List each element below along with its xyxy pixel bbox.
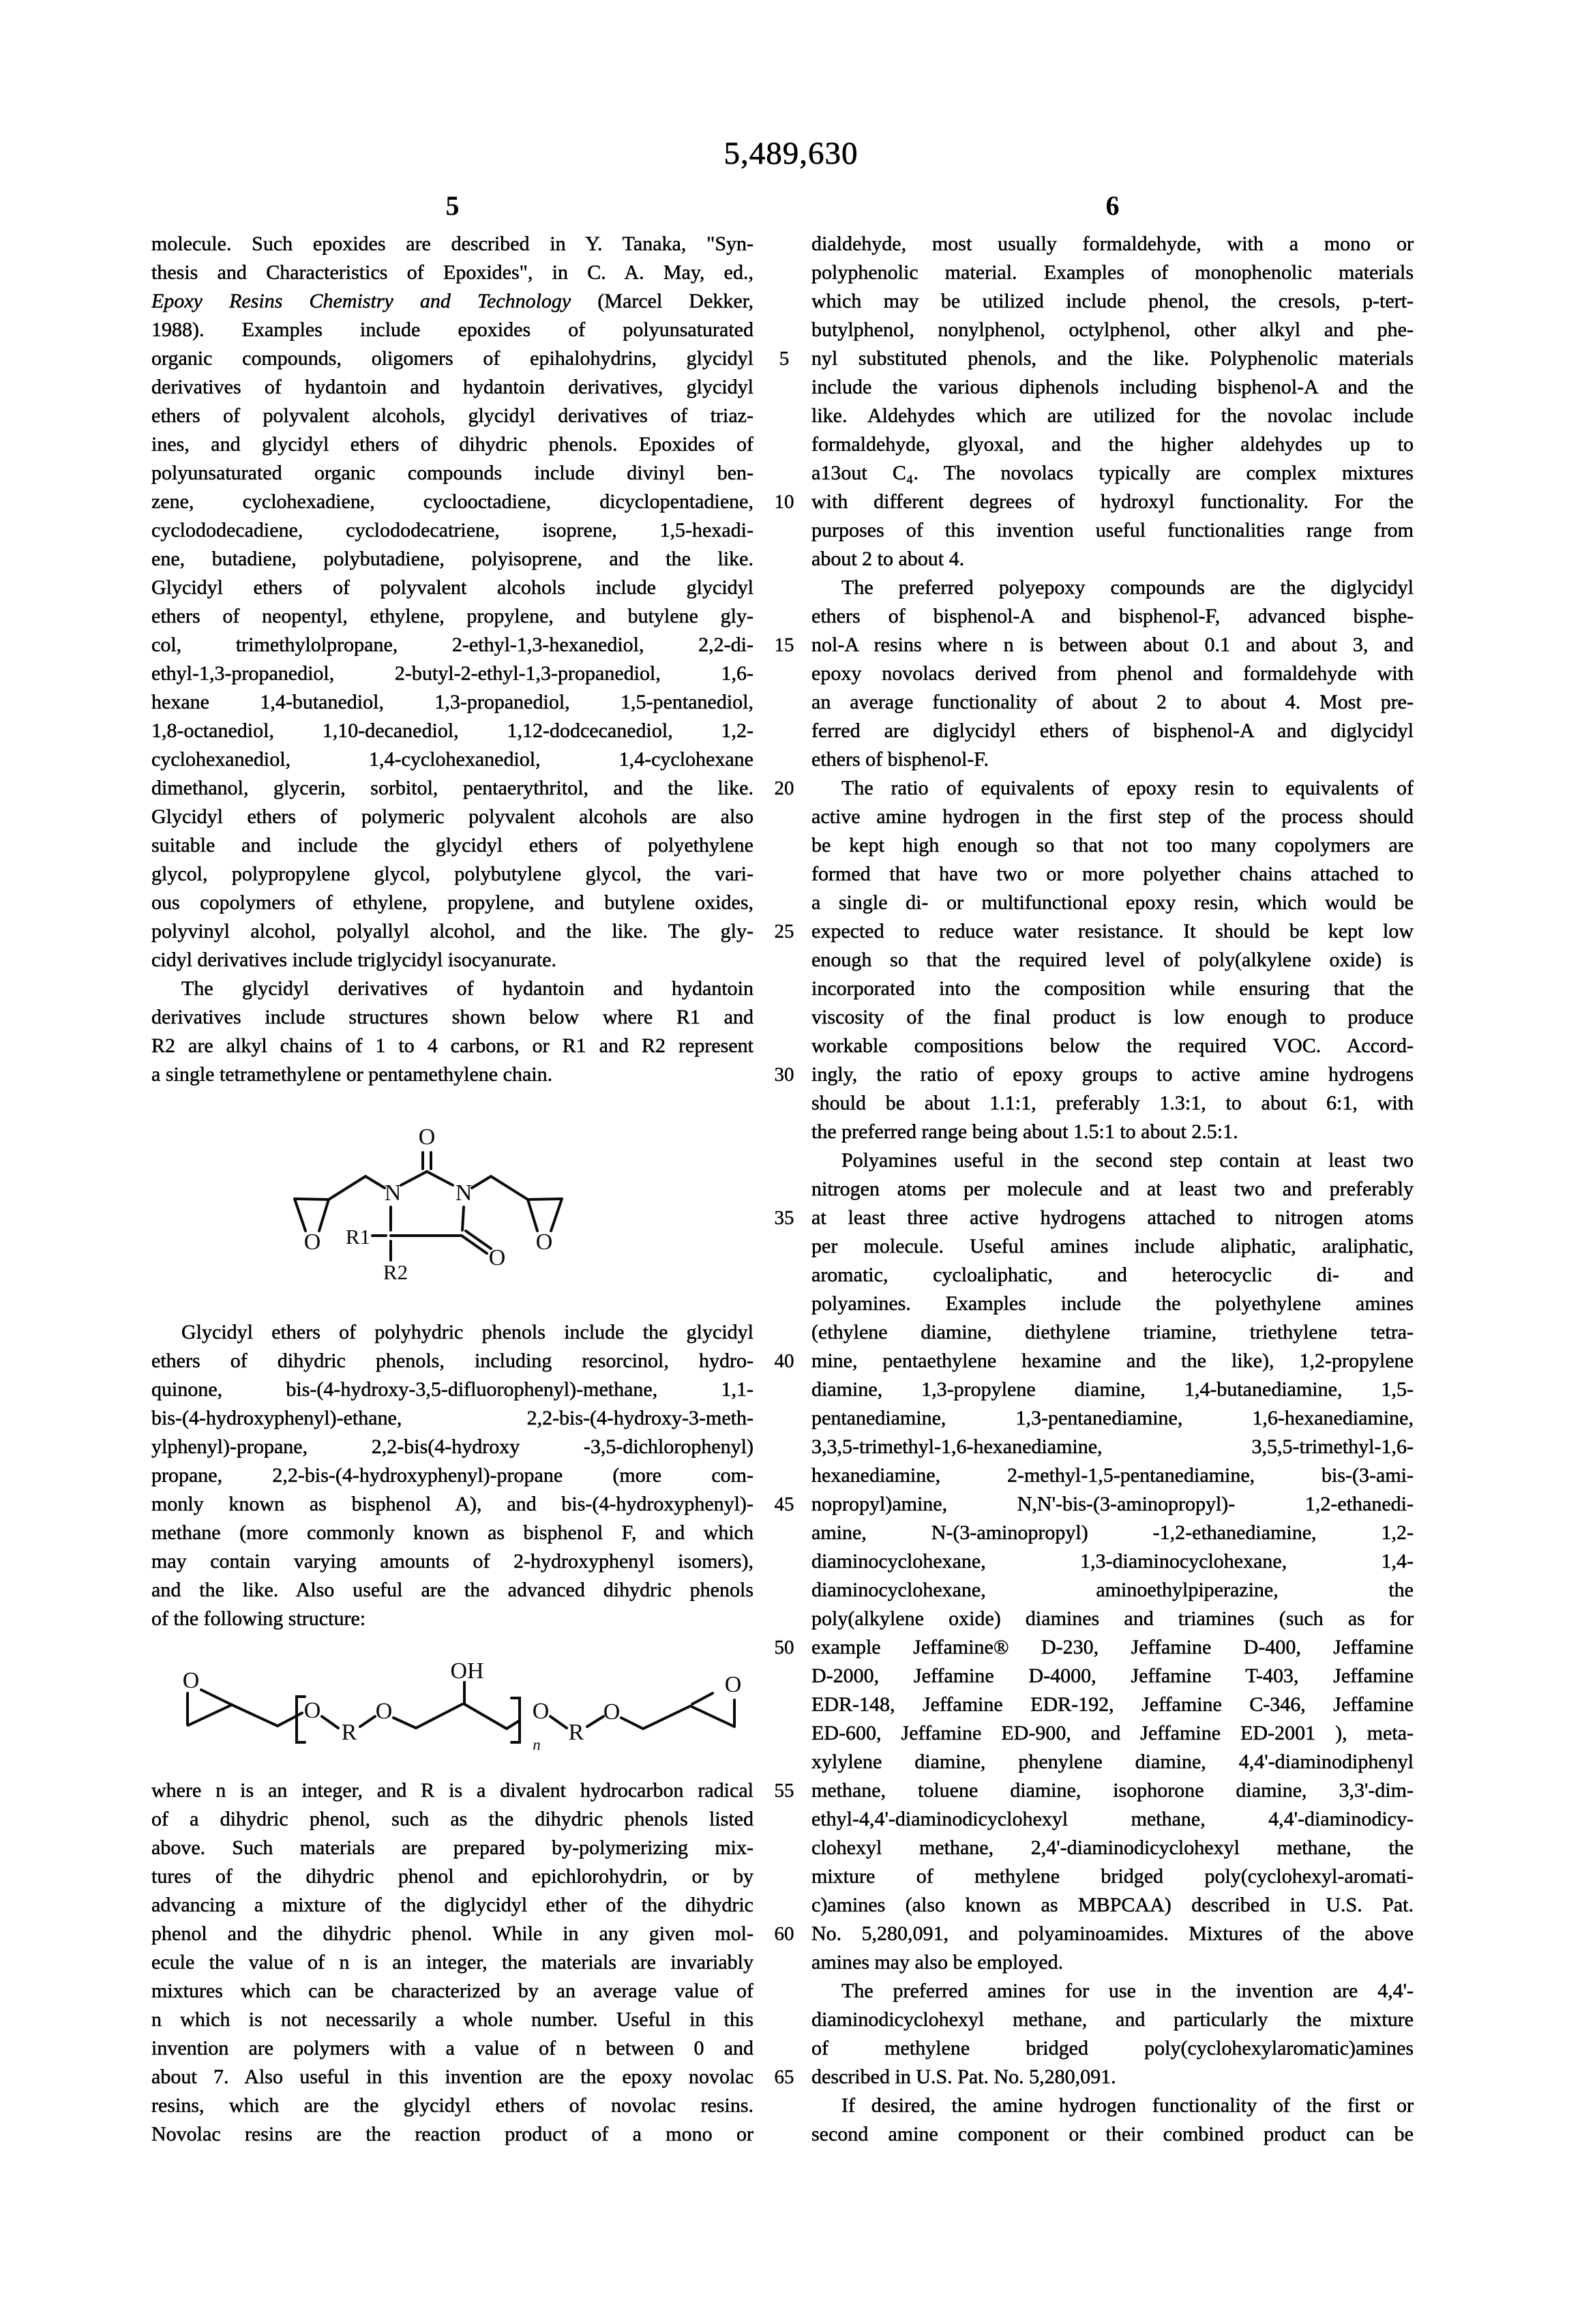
text-line: pentanediamine, 1,3-pentanediamine, 1,6-hexanediamine, xyxy=(811,1407,1414,1429)
line-number: 5 xyxy=(779,348,790,370)
line-number: 65 xyxy=(774,2066,794,2088)
text-line: purposes of this invention useful functionalities range from xyxy=(811,519,1414,541)
atom-label-carbonyl-top-o: O xyxy=(418,1124,436,1150)
text-line: tures of the dihydric phenol and epichlorohydrin, or by xyxy=(151,1865,753,1888)
text-line: of methylene bridged poly(cyclohexylaromatic)amines xyxy=(811,2037,1414,2059)
text-line: EDR-148, Jeffamine EDR-192, Jeffamine C-346, Jeffamine xyxy=(811,1693,1414,1716)
text-line: nyl substituted phenols, and the like. Polyphenolic materials xyxy=(811,347,1414,370)
text-line: dialdehyde, most usually formaldehyde, with a mono or xyxy=(811,233,1414,255)
text-line: mixture of methylene bridged poly(cyclohexyl-aromati- xyxy=(811,1865,1414,1888)
text-line: diamine, 1,3-propylene diamine, 1,4-butanediamine, 1,5- xyxy=(811,1378,1414,1401)
text-line: a single tetramethylene or pentamethylene chain. xyxy=(151,1063,553,1086)
text-line: amine, N-(3-aminopropyl) -1,2-ethanediamine, 1,2- xyxy=(811,1521,1414,1544)
line-number: 50 xyxy=(774,1637,794,1658)
group-label-r-left: R xyxy=(341,1720,357,1745)
text-line: described in U.S. Pat. No. 5,280,091. xyxy=(811,2066,1116,2088)
text-line: an average functionality of about 2 to about 4. Most pre- xyxy=(811,691,1414,713)
text-line: The preferred amines for use in the invention are 4,4'- xyxy=(841,1980,1414,2002)
line-number: 30 xyxy=(774,1064,794,1086)
text-line: of the following structure: xyxy=(151,1607,366,1630)
text-line: may contain varying amounts of 2-hydroxyphenyl isomers), xyxy=(151,1550,753,1573)
text-line: n which is not necessarily a whole number. Useful in this xyxy=(151,2008,753,2031)
text-line: R2 are alkyl chains of 1 to 4 carbons, or R1 and R2 represent xyxy=(151,1034,753,1057)
text-line: propane, 2,2-bis-(4-hydroxyphenyl)-propane (more com- xyxy=(151,1464,753,1487)
right-column-text-block xyxy=(811,230,1414,2149)
text-line: about 7. Also useful in this invention are the epoxy novolac xyxy=(151,2066,753,2088)
text-line: 1988). Examples include epoxides of polyunsaturated xyxy=(151,318,753,341)
text-line: epoxy novolacs derived from phenol and formaldehyde with xyxy=(811,662,1414,685)
text-line: mine, pentaethylene hexamine and the like), 1,2-propylene xyxy=(811,1350,1414,1372)
advanced-dihydric-phenol-structure-diagram xyxy=(167,1660,753,1753)
text-line: example Jeffamine® D-230, Jeffamine D-400, Jeffamine xyxy=(811,1636,1414,1658)
text-line: 1,8-octanediol, 1,10-decanediol, 1,12-dodcecanediol, 1,2- xyxy=(151,719,753,742)
text-line: workable compositions below the required VOC. Accord- xyxy=(811,1034,1414,1057)
text-line: zene, cyclohexadiene, cyclooctadiene, dicyclopentadiene, xyxy=(151,490,753,513)
text-line: poly(alkylene oxide) diamines and triamines (such as for xyxy=(811,1607,1414,1630)
text-line: ous copolymers of ethylene, propylene, and butylene oxides, xyxy=(151,891,753,914)
text-line: ines, and glycidyl ethers of dihydric phenols. Epoxides of xyxy=(151,433,753,456)
text-line: ferred are diglycidyl ethers of bisphenol-A and diglycidyl xyxy=(811,719,1414,742)
text-line: derivatives of hydantoin and hydantoin derivatives, glycidyl xyxy=(151,376,753,398)
text-line: methane, toluene diamine, isophorone diamine, 3,3'-dim- xyxy=(811,1779,1414,1802)
text-line: nitrogen atoms per molecule and at least two and preferably xyxy=(811,1178,1414,1200)
group-label-r-right: R xyxy=(568,1720,584,1745)
patent-number: 5,489,630 xyxy=(723,136,859,171)
text-line: like. Aldehydes which are utilized for the novolac include xyxy=(811,404,1414,427)
text-line: c)amines (also known as MBPCAA) described in U.S. Pat. xyxy=(811,1894,1414,1916)
text-line: glycol, polypropylene glycol, polybutylene glycol, the vari- xyxy=(151,863,753,885)
text-line: ethers of dihydric phenols, including resorcinol, hydro- xyxy=(151,1350,753,1372)
text-line: No. 5,280,091, and polyaminoamides. Mixtures of the above xyxy=(811,1922,1414,1945)
line-number: 10 xyxy=(774,491,794,513)
text-line: where n is an integer, and R is a divalent hydrocarbon radical xyxy=(151,1779,753,1802)
text-line: (ethylene diamine, diethylene triamine, triethylene tetra- xyxy=(811,1321,1414,1343)
text-line: If desired, the amine hydrogen functionality of the first or xyxy=(841,2094,1414,2117)
text-line: hexane 1,4-butanediol, 1,3-propanediol, 1,5-pentanediol, xyxy=(151,691,753,713)
text-line: second amine component or their combined product can be xyxy=(811,2123,1414,2145)
text-line: viscosity of the final product is low enough to produce xyxy=(811,1006,1414,1028)
line-number: 60 xyxy=(774,1923,794,1945)
text-line: cyclododecadiene, cyclododecatriene, isoprene, 1,5-hexadi- xyxy=(151,519,753,541)
text-line: ecule the value of n is an integer, the materials are invariably xyxy=(151,1951,753,1973)
text-line: include the various diphenols including bisphenol-A and the xyxy=(811,376,1414,398)
text-line: xylylene diamine, phenylene diamine, 4,4'-diaminodiphenyl xyxy=(811,1751,1414,1773)
atom-label-n-left: N xyxy=(384,1180,402,1206)
line-number: 35 xyxy=(774,1207,794,1229)
atom-label-o3: O xyxy=(532,1699,550,1724)
text-line: bis-(4-hydroxyphenyl)-ethane, 2,2-bis-(4-hydroxy-3-meth- xyxy=(151,1407,753,1429)
text-line: Novolac resins are the reaction product of a mono or xyxy=(151,2123,753,2145)
text-line: Glycidyl ethers of polymeric polyvalent alcohols are also xyxy=(151,805,753,828)
atom-label-epoxide-o-right: O xyxy=(724,1672,742,1697)
hydantoin-structure-diagram xyxy=(292,1124,565,1287)
text-line: of a dihydric phenol, such as the dihydric phenols listed xyxy=(151,1808,753,1830)
text-line: 3,3,5-trimethyl-1,6-hexanediamine, 3,5,5-trimethyl-1,6- xyxy=(811,1435,1414,1458)
text-line: methane (more commonly known as bisphenol F, and which xyxy=(151,1521,753,1544)
text-line: with different degrees of hydroxyl functionality. For the xyxy=(811,490,1414,513)
text-line: formed that have two or more polyether chains attached to xyxy=(811,863,1414,885)
text-line: Glycidyl ethers of polyhydric phenols include the glycidyl xyxy=(181,1321,753,1343)
substituent-label-r2: R2 xyxy=(383,1260,408,1284)
atom-label-n-right: N xyxy=(455,1180,473,1206)
text-line: active amine hydrogen in the first step of the process should xyxy=(811,805,1414,828)
line-number: 20 xyxy=(774,777,794,799)
text-line: enough so that the required level of poly(alkylene oxide) is xyxy=(811,949,1414,971)
atom-label-o2: O xyxy=(375,1699,393,1724)
text-line: polyunsaturated organic compounds include divinyl ben- xyxy=(151,462,753,484)
text-line: ylphenyl)-propane, 2,2-bis(4-hydroxy -3,5-dichlorophenyl) xyxy=(151,1435,753,1458)
text-line: nol-A resins where n is between about 0.1 and about 3, and xyxy=(811,634,1414,656)
atom-label-epoxide-o-right: O xyxy=(535,1230,553,1255)
substituent-label-r1: R1 xyxy=(345,1225,371,1249)
text-line: cidyl derivatives include triglycidyl isocyanurate. xyxy=(151,949,556,971)
text-line: col, trimethylolpropane, 2-ethyl-1,3-hexanediol, 2,2-di- xyxy=(151,634,753,656)
text-line: invention are polymers with a value of n between 0 and xyxy=(151,2037,753,2059)
text-line: thesis and Characteristics of Epoxides", in C. A. May, ed., xyxy=(151,261,753,284)
text-line: clohexyl methane, 2,4'-diaminodicyclohexyl methane, the xyxy=(811,1836,1414,1859)
text-line: ene, butadiene, polybutadiene, polyisoprene, and the like. xyxy=(151,548,753,570)
text-line: a13out C₄. The novolacs typically are complex mixtures xyxy=(811,462,1414,484)
text-line: expected to reduce water resistance. It should be kept low xyxy=(811,920,1414,942)
text-line: ED-600, Jeffamine ED-900, and Jeffamine ED-2001 ), meta- xyxy=(811,1722,1414,1744)
text-line: suitable and include the glycidyl ethers of polyethylene xyxy=(151,834,753,856)
atom-label-carbonyl-right-o: O xyxy=(488,1245,506,1270)
text-line: nopropyl)amine, N,N'-bis-(3-aminopropyl)- 1,2-ethanedi- xyxy=(811,1493,1414,1515)
text-line: at least three active hydrogens attached to nitrogen atoms xyxy=(811,1206,1414,1229)
text-line: ethers of bisphenol-A and bisphenol-F, advanced bisphe- xyxy=(811,605,1414,627)
text-line: amines may also be employed. xyxy=(811,1951,1064,1973)
group-label-oh: OH xyxy=(450,1660,484,1684)
text-line: ethers of bisphenol-F. xyxy=(811,748,989,771)
text-line: diaminocyclohexane, 1,3-diaminocyclohexane, 1,4- xyxy=(811,1550,1414,1573)
atom-label-o4: O xyxy=(603,1699,621,1725)
text-line: molecule. Such epoxides are described in Y. Tanaka, "Syn- xyxy=(151,233,753,255)
text-line: ethers of neopentyl, ethylene, propylene, and butylene gly- xyxy=(151,605,753,627)
text-line: polyvinyl alcohol, polyallyl alcohol, and the like. The gly- xyxy=(151,920,753,942)
text-line: which may be utilized include phenol, the cresols, p-tert- xyxy=(811,290,1414,312)
text-line: hexanediamine, 2-methyl-1,5-pentanediamine, bis-(3-ami- xyxy=(811,1464,1414,1487)
text-line: butylphenol, nonylphenol, octylphenol, other alkyl and phe- xyxy=(811,318,1414,341)
text-line: the preferred range being about 1.5:1 to about 2.5:1. xyxy=(811,1120,1238,1143)
text-line: quinone, bis-(4-hydroxy-3,5-difluorophenyl)-methane, 1,1- xyxy=(151,1378,753,1401)
left-column-text-block-3 xyxy=(151,1776,753,2149)
right-column-number: 6 xyxy=(1105,190,1120,221)
text-line: ethyl-1,3-propanediol, 2-butyl-2-ethyl-1,3-propanediol, 1,6- xyxy=(151,662,753,685)
text-line: be kept high enough so that not too many copolymers are xyxy=(811,834,1414,856)
text-line: ethers of polyvalent alcohols, glycidyl derivatives of triaz- xyxy=(151,404,753,427)
left-column-text-block-1 xyxy=(151,230,753,1089)
text-line: diaminocyclohexane, aminoethylpiperazine, the xyxy=(811,1579,1414,1601)
text-line: mixtures which can be characterized by an average value of xyxy=(151,1980,753,2002)
subscript-n: n xyxy=(533,1736,541,1753)
text-line: above. Such materials are prepared by-polymerizing mix- xyxy=(151,1836,753,1859)
text-line: The glycidyl derivatives of hydantoin and hydantoin xyxy=(181,977,753,1000)
atom-label-epoxide-o-left: O xyxy=(182,1668,200,1693)
text-line: derivatives include structures shown below where R1 and xyxy=(151,1006,753,1028)
line-number: 40 xyxy=(774,1350,794,1372)
text-line: The preferred polyepoxy compounds are the diglycidyl xyxy=(841,576,1414,599)
text-line: should be about 1.1:1, preferably 1.3:1, to about 6:1, with xyxy=(811,1092,1414,1114)
text-line: per molecule. Useful amines include aliphatic, araliphatic, xyxy=(811,1235,1414,1257)
text-line: D-2000, Jeffamine D-4000, Jeffamine T-403, Jeffamine xyxy=(811,1665,1414,1687)
line-number: 15 xyxy=(774,634,794,656)
text-line: polyphenolic material. Examples of monophenolic materials xyxy=(811,261,1414,284)
text-line: advancing a mixture of the diglycidyl ether of the dihydric xyxy=(151,1894,753,1916)
text-line: organic compounds, oligomers of epihalohydrins, glycidyl xyxy=(151,347,753,370)
text-line: cyclohexanediol, 1,4-cyclohexanediol, 1,4-cyclohexane xyxy=(151,748,753,771)
text-line: Epoxy Resins Chemistry and Technology (Marcel Dekker, xyxy=(151,290,753,312)
left-column-number: 5 xyxy=(445,190,460,221)
text-line: resins, which are the glycidyl ethers of novolac resins. xyxy=(151,2094,753,2117)
line-number: 25 xyxy=(774,921,794,942)
text-line: polyamines. Examples include the polyethylene amines xyxy=(811,1292,1414,1315)
text-line: Glycidyl ethers of polyvalent alcohols include glycidyl xyxy=(151,576,753,599)
text-line: ingly, the ratio of epoxy groups to active amine hydrogens xyxy=(811,1063,1414,1086)
line-number: 45 xyxy=(774,1493,794,1515)
line-number: 55 xyxy=(774,1780,794,1802)
text-line: phenol and the dihydric phenol. While in any given mol- xyxy=(151,1922,753,1945)
text-line: dimethanol, glycerin, sorbitol, pentaerythritol, and the like. xyxy=(151,777,753,799)
text-line: formaldehyde, glyoxal, and the higher aldehydes up to xyxy=(811,433,1414,456)
text-line: Polyamines useful in the second step contain at least two xyxy=(841,1149,1414,1172)
left-column-text-block-2 xyxy=(151,1318,753,1633)
text-line: diaminodicyclohexyl methane, and particularly the mixture xyxy=(811,2008,1414,2031)
atom-label-epoxide-o-left: O xyxy=(303,1230,321,1255)
text-line: and the like. Also useful are the advanced dihydric phenols xyxy=(151,1579,753,1601)
text-line: about 2 to about 4. xyxy=(811,548,965,570)
atom-label-o1: O xyxy=(303,1698,321,1723)
text-line: aromatic, cycloaliphatic, and heterocyclic di- and xyxy=(811,1264,1414,1286)
text-line: a single di- or multifunctional epoxy resin, which would be xyxy=(811,891,1414,914)
text-line: ethyl-4,4'-diaminodicyclohexyl methane, 4,4'-diaminodicy- xyxy=(811,1808,1414,1830)
text-line: The ratio of equivalents of epoxy resin to equivalents of xyxy=(841,777,1414,799)
text-line: incorporated into the composition while ensuring that the xyxy=(811,977,1414,1000)
text-line: monly known as bisphenol A), and bis-(4-hydroxyphenyl)- xyxy=(151,1493,753,1515)
